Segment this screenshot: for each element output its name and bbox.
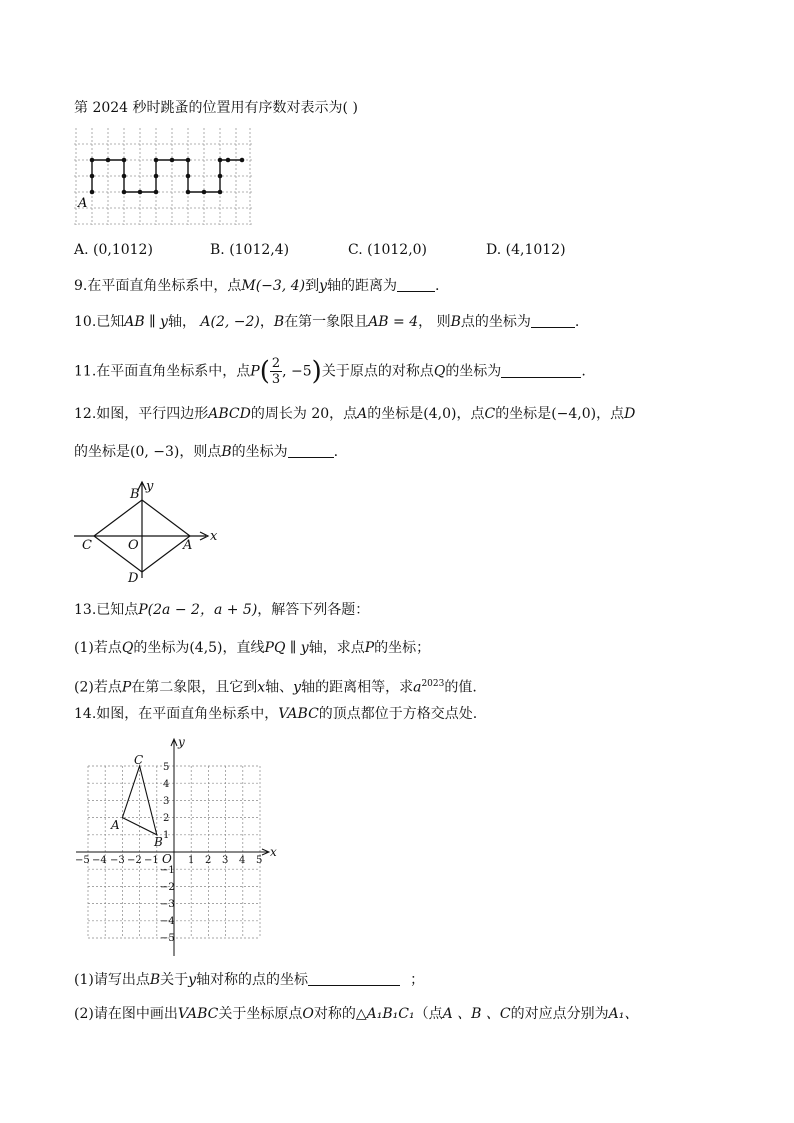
q12-answer-blank[interactable]: [288, 443, 334, 458]
svg-text:−5: −5: [160, 933, 175, 944]
q8-grid-figure: [74, 128, 254, 228]
q8-stem: 第 2024 秒时跳蚤的位置用有序数对表示为( ): [74, 100, 358, 116]
q14-part1: (1)请写出点B关于y轴对称的点的坐标 ；: [74, 972, 425, 988]
svg-text:−4: −4: [160, 916, 175, 927]
svg-text:2: 2: [163, 813, 170, 824]
svg-text:−1: −1: [160, 865, 175, 876]
q14-answer-blank[interactable]: [308, 971, 400, 986]
svg-text:−2: −2: [127, 855, 142, 866]
q9-answer-blank[interactable]: [397, 277, 435, 292]
svg-text:x: x: [270, 845, 277, 859]
q11-answer-blank[interactable]: [501, 363, 581, 378]
svg-text:−3: −3: [160, 899, 175, 910]
svg-text:−5: −5: [75, 855, 90, 866]
q10-answer-blank[interactable]: [531, 313, 575, 328]
svg-text:x: x: [210, 529, 218, 544]
q10: 10.已知AB ∥ y轴， A(2, −2)，B在第一象限且AB = 4， 则B点的坐标为 .: [74, 314, 580, 330]
svg-text:B: B: [154, 835, 163, 849]
svg-text:C: C: [134, 753, 144, 767]
q8-option-a[interactable]: A. (0,1012): [74, 242, 153, 258]
svg-text:4: 4: [163, 779, 170, 790]
svg-text:−2: −2: [160, 882, 175, 893]
svg-text:−3: −3: [110, 855, 125, 866]
svg-text:3: 3: [163, 796, 170, 807]
q13-part1: (1)若点Q的坐标为(4,5)，直线PQ ∥ y轴，求点P的坐标；: [74, 640, 431, 656]
q12-line1: 12.如图，平行四边形ABCD的周长为 20，点A的坐标是(4,0)，点C的坐标是(−4,0)，点D: [74, 406, 636, 422]
svg-text:O: O: [128, 538, 139, 553]
q14-coordinate-figure: [72, 734, 282, 960]
svg-text:D: D: [128, 571, 139, 586]
svg-text:−4: −4: [92, 855, 107, 866]
q8-option-d[interactable]: D. (4,1012): [486, 242, 566, 258]
svg-text:2: 2: [205, 855, 212, 866]
svg-text:3: 3: [222, 855, 229, 866]
q12-line2: 的坐标是(0, −3)，则点B的坐标为 .: [74, 444, 339, 460]
svg-text:y: y: [178, 735, 185, 749]
svg-text:A: A: [183, 538, 193, 553]
svg-text:C: C: [82, 538, 92, 553]
svg-text:−1: −1: [144, 855, 159, 866]
svg-text:A: A: [111, 818, 120, 832]
q13-part2: (2)若点P在第二象限，且它到x轴、y轴的距离相等，求$a^{2023}$的值.: [74, 679, 477, 696]
svg-text:y: y: [146, 479, 154, 494]
q8-option-b[interactable]: B. (1012,4): [210, 242, 290, 258]
q12-parallelogram-figure: [70, 478, 230, 588]
q8-point-a-label: A: [78, 196, 88, 211]
q14-part2: (2)请在图中画出VABC关于坐标原点O对称的△A₁B₁C₁（点A 、B 、C的对应点分别为A₁、: [74, 1006, 639, 1022]
q14-stem: 14.如图，在平面直角坐标系中，VABC的顶点都位于方格交点处.: [74, 706, 478, 722]
q11: 11.在平面直角坐标系中，点P( $\frac{2}{3}$ , −5)关于原点的对称点Q的坐标为 .: [74, 356, 586, 387]
q13-stem: 13.已知点P(2a − 2，a + 5)，解答下列各题：: [74, 602, 370, 618]
svg-text:1: 1: [188, 855, 195, 866]
svg-text:1: 1: [163, 830, 170, 841]
q8-option-c[interactable]: C. (1012,0): [348, 242, 428, 258]
svg-text:5: 5: [256, 855, 263, 866]
svg-text:B: B: [130, 487, 140, 502]
svg-text:O: O: [162, 852, 172, 866]
q9: 9.在平面直角坐标系中，点M(−3, 4)到y轴的距离为 .: [74, 278, 440, 294]
svg-text:4: 4: [239, 855, 246, 866]
svg-text:5: 5: [163, 762, 170, 773]
